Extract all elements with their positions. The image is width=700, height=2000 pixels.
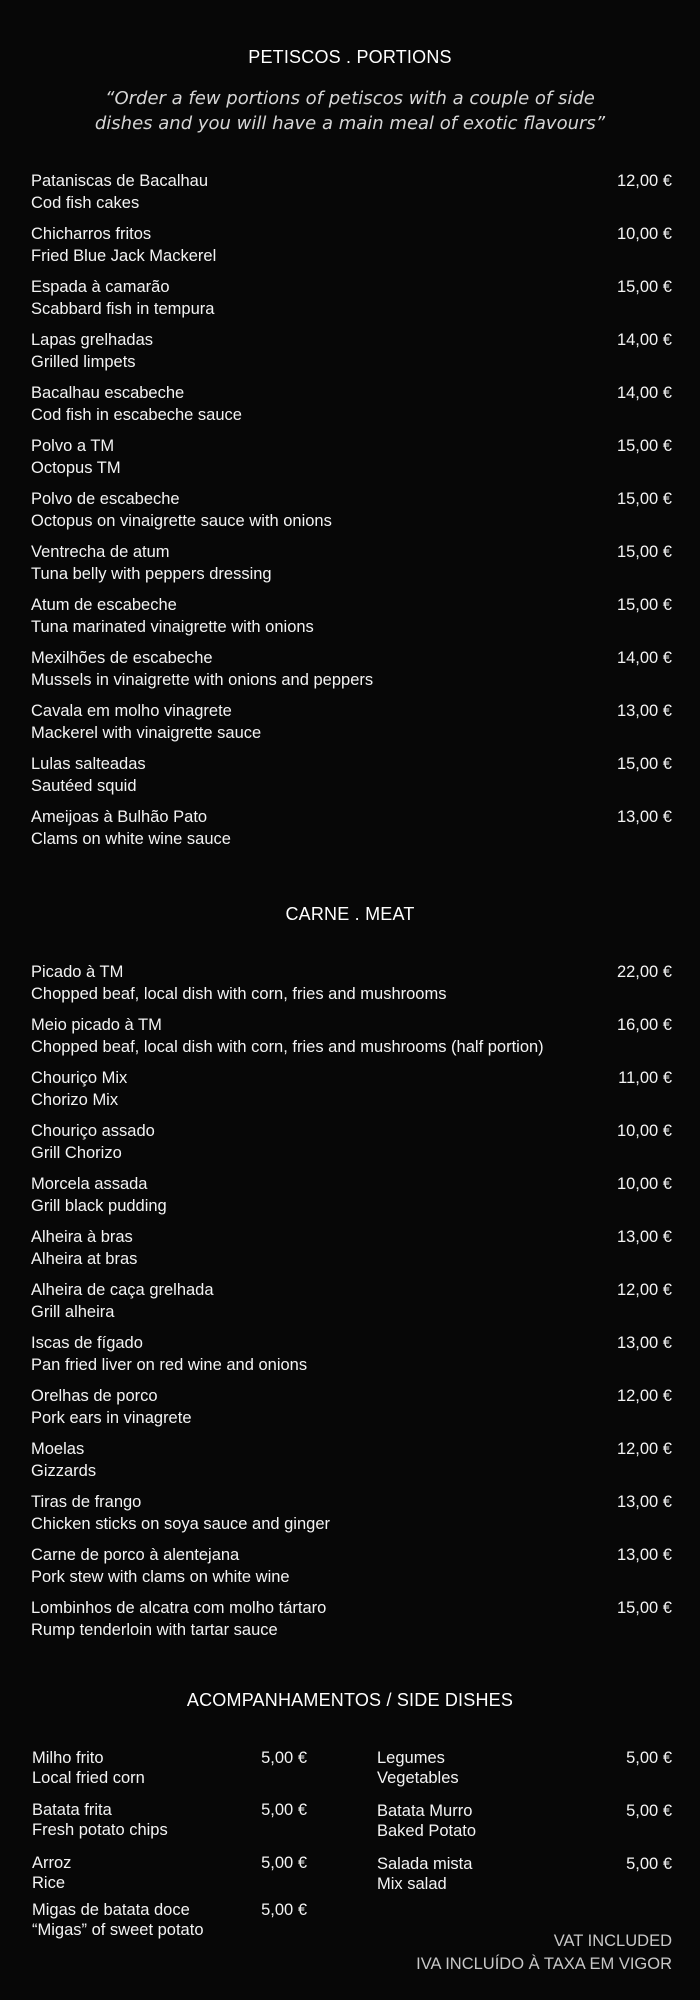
menu-item xyxy=(31,1015,672,1061)
item-name-pt: Chicharros fritos xyxy=(31,225,152,243)
menu-item xyxy=(31,701,672,747)
vat-included-note: VAT INCLUDED xyxy=(553,1932,672,1950)
item-name-pt: Batata Murro xyxy=(377,1802,473,1820)
menu-item xyxy=(31,383,672,429)
item-price: 13,00 € xyxy=(616,1334,672,1352)
item-name-en: Gizzards xyxy=(31,1462,97,1480)
item-price: 15,00 € xyxy=(616,543,672,561)
item-name-en: Scabbard fish in tempura xyxy=(31,300,215,318)
petiscos-section-title: PETISCOS . PORTIONS xyxy=(248,47,452,67)
menu-item xyxy=(377,1854,672,1900)
petiscos-quote-line-2: dishes and you will have a main meal of exotic flavours” xyxy=(94,113,606,134)
item-name-en: Mussels in vinaigrette with onions and peppers xyxy=(31,671,374,689)
item-price: 5,00 € xyxy=(626,1802,672,1820)
item-name-pt: Alheira à bras xyxy=(31,1228,133,1246)
menu-item xyxy=(31,1492,672,1538)
item-name-en: Grill black pudding xyxy=(31,1197,167,1215)
item-price: 15,00 € xyxy=(616,596,672,614)
item-name-pt: Milho frito xyxy=(32,1749,104,1767)
menu-item xyxy=(31,436,672,482)
item-name-en: Chopped beaf, local dish with corn, fries and mushrooms xyxy=(31,985,447,1003)
item-name-pt: Bacalhau escabeche xyxy=(31,384,185,402)
item-price: 16,00 € xyxy=(616,1016,672,1034)
item-name-en: Clams on white wine sauce xyxy=(31,830,231,848)
item-name-pt: Meio picado à TM xyxy=(31,1016,162,1034)
menu-item xyxy=(31,1227,672,1273)
item-price: 13,00 € xyxy=(616,1228,672,1246)
menu-item xyxy=(31,330,672,376)
menu-item xyxy=(31,595,672,641)
item-name-en: Vegetables xyxy=(377,1769,459,1787)
item-name-en: Chorizo Mix xyxy=(31,1091,119,1109)
item-price: 12,00 € xyxy=(616,1440,672,1458)
menu-item xyxy=(32,1853,307,1899)
menu-item xyxy=(31,1598,672,1644)
item-name-en: Tuna belly with peppers dressing xyxy=(31,565,272,583)
item-price: 12,00 € xyxy=(616,1387,672,1405)
menu-item xyxy=(31,807,672,853)
item-price: 10,00 € xyxy=(616,1175,672,1193)
item-price: 13,00 € xyxy=(616,1546,672,1564)
menu-item xyxy=(377,1801,672,1847)
item-name-pt: Moelas xyxy=(31,1440,85,1458)
item-name-en: Tuna marinated vinaigrette with onions xyxy=(31,618,314,636)
item-price: 15,00 € xyxy=(616,755,672,773)
item-name-en: Chicken sticks on soya sauce and ginger xyxy=(31,1515,330,1533)
item-price: 13,00 € xyxy=(616,1493,672,1511)
item-price: 14,00 € xyxy=(616,384,672,402)
item-price: 10,00 € xyxy=(616,225,672,243)
petiscos-quote xyxy=(60,86,640,136)
item-name-pt: Legumes xyxy=(377,1749,445,1767)
item-price: 15,00 € xyxy=(616,278,672,296)
item-name-en: “Migas” of sweet potato xyxy=(32,1921,204,1939)
item-name-pt: Cavala em molho vinagrete xyxy=(31,702,232,720)
item-name-pt: Morcela assada xyxy=(31,1175,148,1193)
item-name-pt: Arroz xyxy=(32,1854,72,1872)
menu-item xyxy=(31,542,672,588)
item-name-pt: Picado à TM xyxy=(31,963,124,981)
menu-item xyxy=(31,1386,672,1432)
item-name-en: Mackerel with vinaigrette sauce xyxy=(31,724,262,742)
item-price: 12,00 € xyxy=(616,172,672,190)
item-name-pt: Lombinhos de alcatra com molho tártaro xyxy=(31,1599,327,1617)
item-price: 12,00 € xyxy=(616,1281,672,1299)
item-name-en: Alheira at bras xyxy=(31,1250,138,1268)
item-name-pt: Carne de porco à alentejana xyxy=(31,1546,240,1564)
menu-item xyxy=(31,754,672,800)
item-name-en: Rice xyxy=(32,1874,66,1892)
item-name-pt: Salada mista xyxy=(377,1855,473,1873)
item-price: 15,00 € xyxy=(616,437,672,455)
item-price: 5,00 € xyxy=(626,1855,672,1873)
menu-item xyxy=(31,1280,672,1326)
item-name-en: Pan fried liver on red wine and onions xyxy=(31,1356,308,1374)
item-name-en: Cod fish cakes xyxy=(31,194,140,212)
item-name-pt: Ameijoas à Bulhão Pato xyxy=(31,808,208,826)
item-name-en: Rump tenderloin with tartar sauce xyxy=(31,1621,278,1639)
menu-item xyxy=(31,1121,672,1167)
menu-item xyxy=(31,1545,672,1591)
item-price: 22,00 € xyxy=(616,963,672,981)
item-name-en: Pork stew with clams on white wine xyxy=(31,1568,290,1586)
menu-item xyxy=(377,1748,672,1794)
menu-item xyxy=(31,1174,672,1220)
item-price: 14,00 € xyxy=(616,331,672,349)
menu-item xyxy=(31,171,672,217)
item-price: 5,00 € xyxy=(261,1801,307,1819)
item-name-pt: Chouriço assado xyxy=(31,1122,155,1140)
item-name-en: Cod fish in escabeche sauce xyxy=(31,406,242,424)
item-name-pt: Espada à camarão xyxy=(31,278,170,296)
menu-item xyxy=(31,1068,672,1114)
item-name-en: Fried Blue Jack Mackerel xyxy=(31,247,217,265)
item-name-pt: Alheira de caça grelhada xyxy=(31,1281,214,1299)
menu-item xyxy=(31,489,672,535)
item-name-pt: Chouriço Mix xyxy=(31,1069,128,1087)
item-price: 11,00 € xyxy=(618,1069,672,1087)
item-name-en: Grill alheira xyxy=(31,1303,115,1321)
menu-item xyxy=(31,1439,672,1485)
item-price: 10,00 € xyxy=(616,1122,672,1140)
item-price: 5,00 € xyxy=(261,1854,307,1872)
item-name-pt: Pataniscas de Bacalhau xyxy=(31,172,209,190)
item-name-pt: Lapas grelhadas xyxy=(31,331,154,349)
item-name-pt: Lulas salteadas xyxy=(31,755,146,773)
item-name-pt: Ventrecha de atum xyxy=(31,543,170,561)
menu-item xyxy=(31,277,672,323)
item-name-en: Grilled limpets xyxy=(31,353,136,371)
item-name-pt: Polvo a TM xyxy=(31,437,115,455)
item-name-en: Sautéed squid xyxy=(31,777,137,795)
item-name-en: Octopus TM xyxy=(31,459,121,477)
menu-item xyxy=(32,1748,307,1794)
sides-section-title: ACOMPANHAMENTOS / SIDE DISHES xyxy=(186,1690,514,1710)
item-price: 15,00 € xyxy=(616,1599,672,1617)
item-name-en: Grill Chorizo xyxy=(31,1144,122,1162)
item-name-pt: Migas de batata doce xyxy=(32,1901,190,1919)
item-name-en: Pork ears in vinagrete xyxy=(31,1409,192,1427)
item-name-en: Baked Potato xyxy=(377,1822,477,1840)
item-name-en: Chopped beaf, local dish with corn, fries and mushrooms (half portion) xyxy=(31,1038,544,1056)
item-name-en: Octopus on vinaigrette sauce with onions xyxy=(31,512,332,530)
item-name-pt: Atum de escabeche xyxy=(31,596,177,614)
item-name-pt: Iscas de fígado xyxy=(31,1334,143,1352)
item-name-pt: Batata frita xyxy=(32,1801,112,1819)
menu-item xyxy=(32,1900,307,1946)
item-price: 15,00 € xyxy=(616,490,672,508)
vat-included-note-pt: IVA INCLUÍDO À TAXA EM VIGOR xyxy=(416,1955,672,1973)
item-price: 5,00 € xyxy=(626,1749,672,1767)
menu-item xyxy=(32,1800,307,1846)
item-price: 13,00 € xyxy=(616,702,672,720)
item-price: 13,00 € xyxy=(616,808,672,826)
carne-section-title: CARNE . MEAT xyxy=(285,904,415,924)
petiscos-quote-line-1: “Order a few portions of petiscos with a couple of side xyxy=(105,88,595,109)
item-name-en: Fresh potato chips xyxy=(32,1821,168,1839)
item-name-pt: Polvo de escabeche xyxy=(31,490,180,508)
item-price: 5,00 € xyxy=(261,1901,307,1919)
item-name-pt: Orelhas de porco xyxy=(31,1387,158,1405)
item-name-pt: Tiras de frango xyxy=(31,1493,142,1511)
item-name-pt: Mexilhões de escabeche xyxy=(31,649,213,667)
item-price: 14,00 € xyxy=(616,649,672,667)
menu-item xyxy=(31,962,672,1008)
item-name-en: Mix salad xyxy=(377,1875,447,1893)
item-name-en: Local fried corn xyxy=(32,1769,145,1787)
menu-item xyxy=(31,224,672,270)
item-price: 5,00 € xyxy=(261,1749,307,1767)
menu-item xyxy=(31,1333,672,1379)
menu-item xyxy=(31,648,672,694)
